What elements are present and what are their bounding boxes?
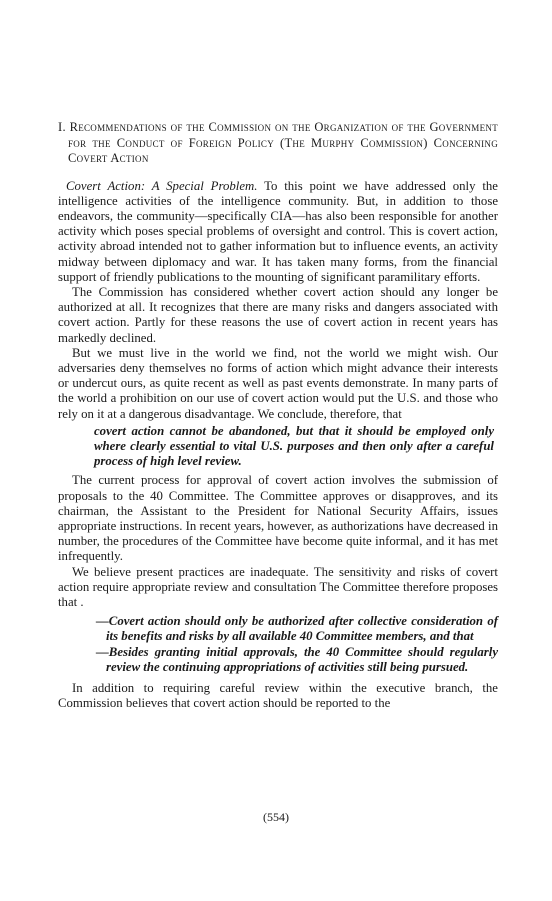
- page-number: (554): [263, 810, 289, 824]
- paragraph-2: The Commission has considered whether covert action should any longer be authorized at all. It recognizes that there are many risks and dangers associated with covert action. Partly for these reasons the use of covert action in recent years has markedly declined.: [58, 284, 498, 345]
- paragraph-1-text: To this point we have addressed only the intelligence activities of the intelligence community. But, in addition to those endeavors, the community—specifically CIA—has also been responsible for another activity which poses special problems of oversight and control. This is covert action, activity abroad intended not to gather information but to influence events, an activity midway between diplomacy and war. It has taken many forms, from the financial support of friendly publications to the mounting of significant paramilitary efforts.: [58, 178, 498, 284]
- conclusion-quote: covert action cannot be abandoned, but that it should be employed only where clearly essential to vital U.S. purposes and then only after a careful process of high level review.: [94, 423, 494, 469]
- paragraph-3: But we must live in the world we find, not the world we might wish. Our adversaries deny themselves no forms of action which might advance their interests or undercut ours, as quite recent as well as past events demonstrate. In many parts of the world a prohibition on our use of covert action would put the U.S. and those who rely on it at a dangerous disadvantage. We conclude, therefore, that: [58, 345, 498, 421]
- paragraph-6: In addition to requiring careful review within the executive branch, the Commission believes that covert action should be reported to the: [58, 681, 498, 711]
- paragraph-5: We believe present practices are inadequate. The sensitivity and risks of covert action require appropriate review and consultation The Committee therefore proposes that .: [58, 564, 498, 609]
- document-body: [58, 120, 498, 711]
- paragraph-4: The current process for approval of covert action involves the submission of proposals to the 40 Committee. The Committee approves or disapproves, and its chairman, the Assistant to the President for National Security Affairs, issues appropriate instructions. In recent years, however, as authorizations have decreased in number, the procedures of the Committee have become quite informal, and it has met infrequently.: [58, 473, 498, 564]
- paragraph-1: [58, 179, 498, 285]
- section-heading: I. Recommendations of the Commission on the Organization of the Government for the Conduct of Foreign Policy (The Murphy Commission) Concerning Covert Action: [58, 120, 498, 165]
- proposal-item: —Besides granting initial approvals, the 40 Committee should regularly review the continuing appropriations of activities still being pursued.: [96, 644, 498, 674]
- proposal-item: —Covert action should only be authorized after collective consideration of its benefits and risks by all available 40 Committee members, and that: [96, 614, 498, 644]
- paragraph-1-lead: Covert Action: A Special Problem.: [66, 178, 258, 193]
- proposal-list: [96, 614, 498, 675]
